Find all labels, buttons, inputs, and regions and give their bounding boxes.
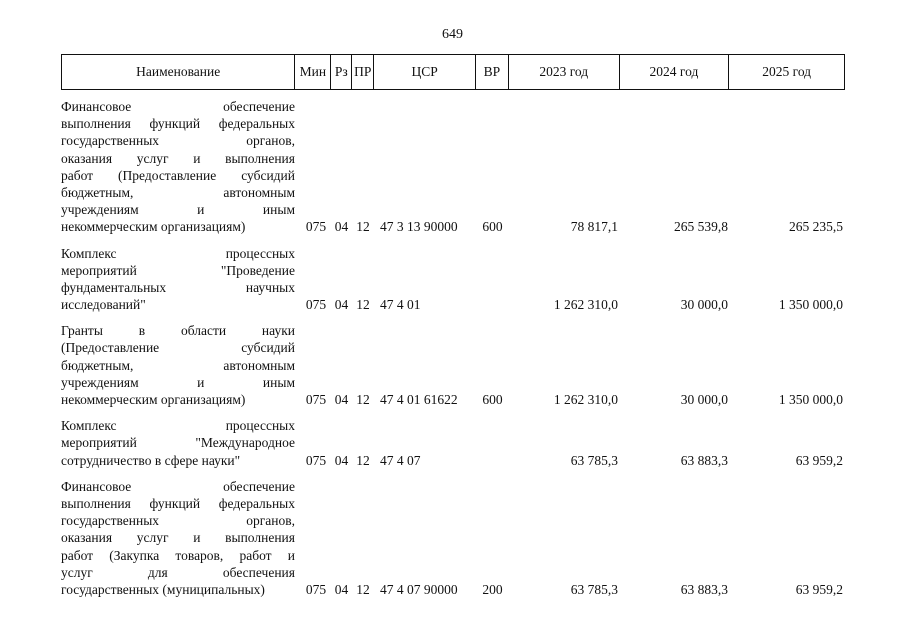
row-2025: 63 959,2 — [795, 452, 843, 468]
row-2025: 1 350 000,0 — [778, 391, 843, 407]
row-csr: 47 4 01 61622 — [380, 391, 458, 407]
header-csr: ЦСР — [374, 55, 476, 89]
row-name-line: некоммерческим организациям) — [61, 392, 246, 407]
row-vr: 200 — [482, 581, 503, 597]
row-name-line: Финансовое обеспечение — [61, 99, 295, 114]
page-number: 649 — [442, 27, 463, 42]
row-name-line: государственных (муниципальных) — [61, 581, 265, 597]
row-min: 075 — [305, 391, 327, 407]
row-2025: 1 350 000,0 — [778, 297, 843, 313]
row-pr: 12 — [356, 391, 370, 407]
header-min: Мин — [295, 55, 331, 89]
row-name — [61, 322, 295, 408]
row-name-line: бюджетным, автономным — [61, 184, 295, 200]
row-name-line: учреждениям и иным — [61, 202, 295, 218]
row-pr: 12 — [356, 297, 370, 313]
row-name-line: услуг для обеспечения — [61, 564, 295, 580]
row-csr: 47 4 07 — [380, 452, 421, 468]
row-pr: 12 — [356, 581, 370, 597]
row-csr: 47 4 07 90000 — [380, 581, 458, 597]
row-name-line: государственных органов, — [61, 513, 295, 529]
row-name-line: (Предоставление субсидий — [61, 340, 295, 356]
row-name-line: Комплекс процессных — [61, 418, 295, 434]
row-2023: 63 785,3 — [570, 581, 618, 597]
table-header — [61, 54, 845, 90]
row-pr: 12 — [356, 219, 370, 235]
row-2024: 30 000,0 — [680, 297, 728, 313]
row-vr: 600 — [482, 391, 503, 407]
row-name-line: учреждениям и иным — [61, 374, 295, 390]
row-rz: 04 — [334, 581, 349, 597]
header-pr: ПР — [352, 55, 374, 89]
row-name-line: бюджетным, автономным — [61, 357, 295, 373]
row-2023: 78 817,1 — [570, 219, 618, 235]
header-2023: 2023 год — [509, 55, 620, 89]
table-row — [61, 245, 845, 314]
row-2023: 63 785,3 — [570, 452, 618, 468]
row-name-line: работ (Закупка товаров, работ и — [61, 547, 295, 563]
row-min: 075 — [305, 297, 327, 313]
row-csr: 47 3 13 90000 — [380, 219, 458, 235]
row-2025: 265 235,5 — [789, 219, 843, 235]
header-rz: Рз — [331, 55, 352, 89]
header-2024: 2024 год — [620, 55, 730, 89]
row-rz: 04 — [334, 297, 349, 313]
row-rz: 04 — [334, 219, 349, 235]
row-name-line: фундаментальных научных — [61, 279, 295, 295]
row-name-line: Гранты в области науки — [61, 323, 295, 339]
row-name-line: выполнения функций федеральных — [61, 116, 295, 132]
row-name-line: некоммерческим организациям) — [61, 219, 246, 235]
row-2025: 63 959,2 — [795, 581, 843, 597]
row-name — [61, 478, 295, 598]
row-name-line: Комплекс процессных — [61, 245, 295, 261]
row-csr: 47 4 01 — [380, 297, 421, 313]
row-name — [61, 245, 295, 314]
row-name-line: мероприятий "Проведение — [61, 262, 295, 278]
table-row — [61, 478, 845, 598]
row-name-line: сотрудничество в сфере науки" — [61, 452, 241, 468]
row-name-line: исследований" — [61, 297, 146, 313]
row-name-line: оказания услуг и выполнения — [61, 530, 295, 546]
row-name-line: Финансовое обеспечение — [61, 478, 295, 494]
table-row — [61, 322, 845, 408]
row-name-line: государственных органов, — [61, 133, 295, 149]
row-2024: 30 000,0 — [680, 391, 728, 407]
row-name — [61, 98, 295, 236]
row-min: 075 — [305, 452, 327, 468]
row-min: 075 — [305, 581, 327, 597]
row-name-line: работ (Предоставление субсидий — [61, 167, 295, 183]
row-pr: 12 — [356, 452, 370, 468]
row-name-line: выполнения функций федеральных — [61, 495, 295, 511]
row-rz: 04 — [334, 452, 349, 468]
row-2024: 265 539,8 — [674, 219, 728, 235]
table-row — [61, 417, 845, 469]
row-min: 075 — [305, 219, 327, 235]
header-vr: ВР — [476, 55, 509, 89]
row-rz: 04 — [334, 391, 349, 407]
row-2023: 1 262 310,0 — [553, 391, 618, 407]
header-name: Наименование — [62, 55, 295, 89]
row-2023: 1 262 310,0 — [553, 297, 618, 313]
header-2025: 2025 год — [762, 64, 812, 79]
row-vr: 600 — [482, 219, 503, 235]
row-2024: 63 883,3 — [680, 581, 728, 597]
row-2024: 63 883,3 — [680, 452, 728, 468]
table-body — [61, 98, 845, 607]
row-name-line: мероприятий "Международное — [61, 435, 295, 451]
row-name — [61, 417, 295, 469]
row-name-line: оказания услуг и выполнения — [61, 150, 295, 166]
table-row — [61, 98, 845, 236]
